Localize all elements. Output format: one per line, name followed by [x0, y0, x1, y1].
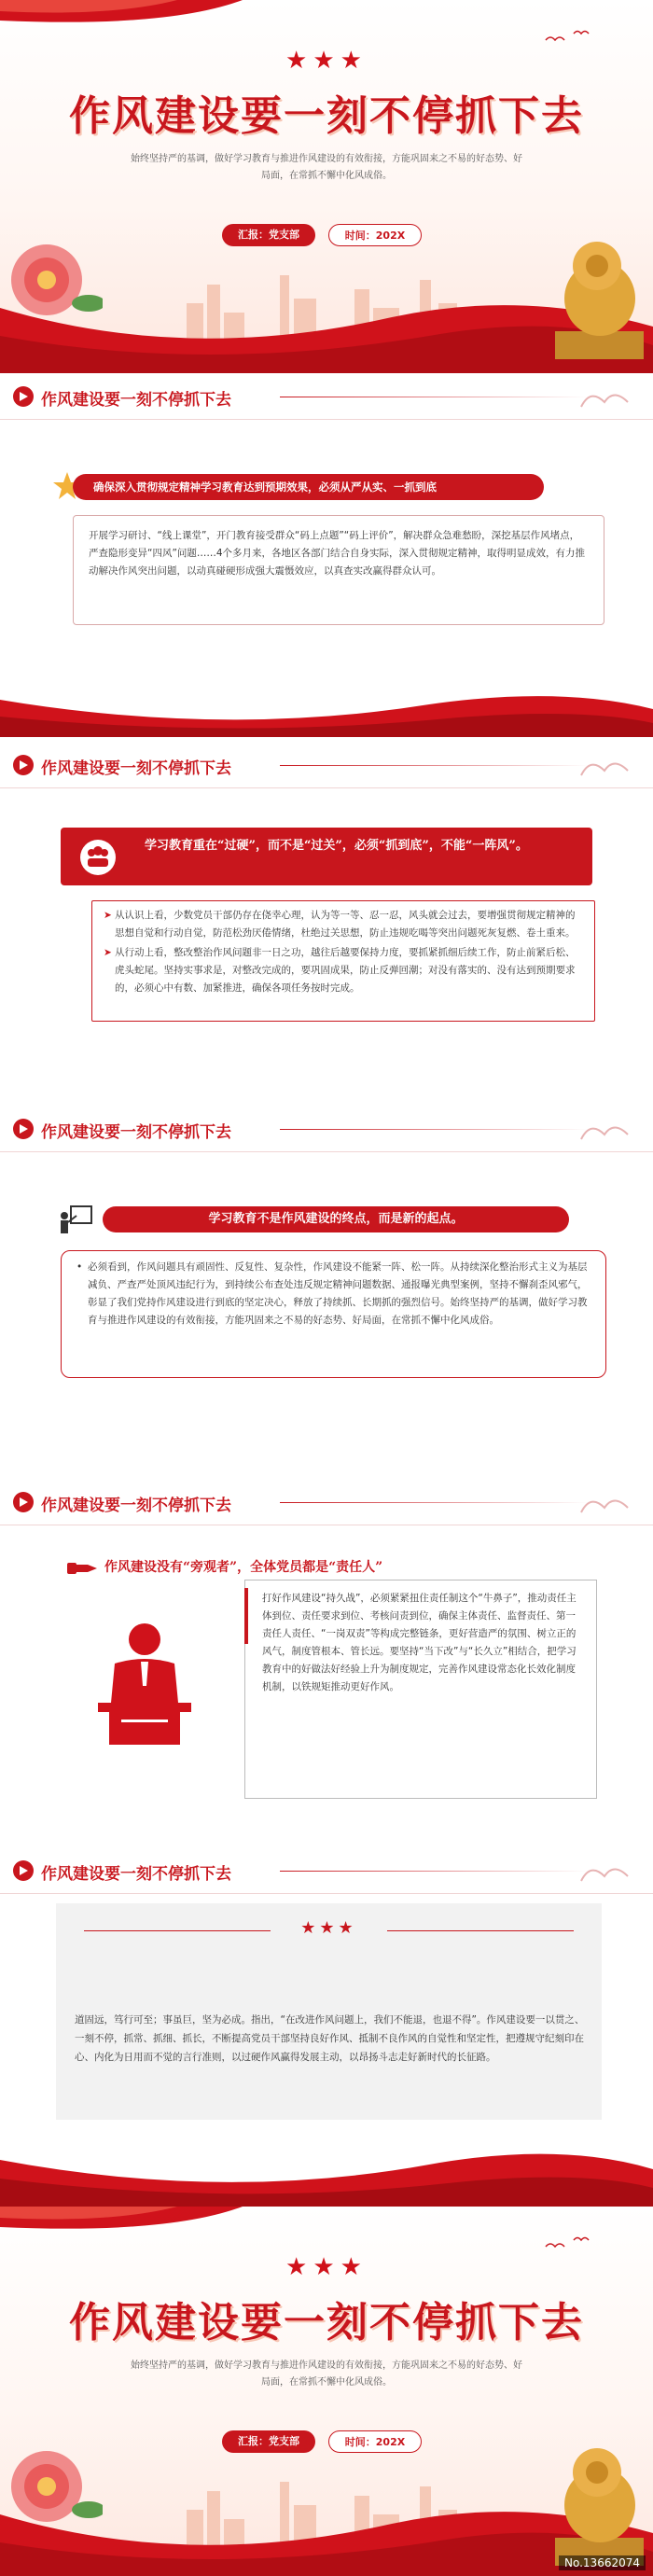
- section-header: [0, 1479, 653, 1525]
- stone-lion-icon: [546, 224, 648, 364]
- cloud-pattern-icon: [577, 1853, 642, 1890]
- cover-title: 作风建设要一刻不停抓下去: [69, 2299, 584, 2346]
- cloud-pattern-icon: [577, 1484, 642, 1522]
- slide5-body: 道固远，笃行可至；事虽巨，坚为必成。指出，“在改进作风问题上，我们不能退，也退不得”。作风建设要一以贯之、一刻不停，抓常、抓细、抓长，不断提高党员干部坚持良好作风、抵制不良作风的自觉性和坚定性，把遵规守纪刻印在心、内化为日用而不觉的言行准则，以过硬作风赢得发展主动，以昂扬斗志走好新时代的长征路。: [75, 2014, 585, 2063]
- section-title: 作风建设要一刻不停抓下去: [41, 391, 231, 410]
- cover-stars: ★★★: [285, 47, 368, 75]
- slide3-banner: 学习教育不是作风建设的终点，而是新的起点。: [103, 1206, 569, 1232]
- play-arrow-icon: [13, 1860, 34, 1881]
- slide2-banner-text: 学习教育重在“过硬”，而不是“过关”，必须“抓到底”，不能“一阵风”。: [145, 839, 528, 853]
- pointing-hand-icon: [65, 1559, 101, 1578]
- cover-time: 时间：202X: [328, 224, 422, 246]
- play-arrow-icon: [13, 755, 34, 775]
- slide1-banner: 确保深入贯彻规定精神学习教育达到预期效果，必须从严从实、一抓到底: [73, 474, 544, 500]
- slide5-stars: ★★★: [300, 1918, 357, 1938]
- content-slide-1: [0, 373, 653, 737]
- play-arrow-icon: [13, 1119, 34, 1139]
- cloud-pattern-icon: [577, 747, 642, 785]
- content-slide-2: [0, 742, 653, 1106]
- slide3-point-text: 必须看到，作风问题具有顽固性、反复性、复杂性，作风建设不能紧一阵、松一阵。从持续深化整治形式主义为基层减负、严查严处顶风违纪行为，到持续公布查处违反规定精神问题数据、通报曝光典型案例，坚持不懈刹歪风邪气，彰显了我们党持作风建设进行到底的坚定决心，释放了持续抓、长期抓的强烈信号。始终坚持严的基调，做好学习教育与推进作风建设的有效衔接，方能巩固来之不易的好态势、好局面，在常抓不懈中化风成俗。: [88, 1261, 588, 1326]
- content-slide-5: [0, 1847, 653, 2207]
- section-header: [0, 742, 653, 788]
- header-rule: [280, 1129, 588, 1130]
- section-title: 作风建设要一刻不停抓下去: [41, 759, 231, 778]
- slide3-point: [76, 1259, 590, 1330]
- cover-subtitle: 始终坚持严的基调，做好学习教育与推进作风建设的有效衔接，方能巩固来之不易的好态势、好局面，在常抓不懈中化风成俗。: [131, 2360, 522, 2388]
- content-slide-4: [0, 1479, 653, 1847]
- bullet-dot-icon: •: [76, 1261, 83, 1273]
- slide4-body: [244, 1580, 597, 1799]
- cover-time: 时间：202X: [328, 2430, 422, 2453]
- section-title: 作风建设要一刻不停抓下去: [41, 1865, 231, 1884]
- slide2-point-1: [104, 907, 583, 942]
- stone-lion-icon: [546, 2430, 648, 2570]
- cover-slide-top: [0, 0, 653, 373]
- header-rule: [280, 765, 588, 766]
- slide2-body: [91, 900, 595, 1022]
- slide4-body-text: 打好作风建设“持久战”，必须紧紧扭住责任制这个“牛鼻子”，推动责任主体到位、责任要求到位、考核问责到位，确保主体责任、监督责任、第一责任人责任、“一岗双责”等构成完整链条，更好营造严的氛围、树立正的风气，制度管根本、管长远。要坚持“当下改”与“长久立”相结合，把学习教育中的好做法好经验上升为制度规定，完善作风建设常态化长效化制度机制，以铁规矩推动更好作风。: [262, 1593, 577, 1692]
- slide5-rule-right: [387, 1930, 574, 1931]
- content-slide-3: [0, 1106, 653, 1474]
- group-people-icon: [79, 839, 117, 876]
- section-title: 作风建设要一刻不停抓下去: [41, 1497, 231, 1515]
- section-header: [0, 1847, 653, 1894]
- section-header: [0, 373, 653, 420]
- teacher-board-icon: [58, 1204, 93, 1236]
- slide3-body: [61, 1250, 606, 1378]
- arrow-bullet-icon: ➤: [104, 910, 112, 921]
- cover-slide-bottom: [0, 2207, 653, 2576]
- section-header: [0, 1106, 653, 1152]
- slide5-panel: [56, 1903, 602, 2120]
- play-arrow-icon: [13, 1492, 34, 1512]
- slide5-bottom-wave: [0, 2137, 653, 2207]
- cover-title: 作风建设要一刻不停抓下去: [69, 92, 584, 140]
- slide1-bottom-wave: [0, 681, 653, 737]
- cover-stars: ★★★: [285, 2253, 368, 2281]
- slide4-accent-bar: [244, 1588, 248, 1644]
- header-rule: [280, 1502, 588, 1503]
- peony-flower-icon: [0, 224, 103, 327]
- section-title: 作风建设要一刻不停抓下去: [41, 1123, 231, 1142]
- play-arrow-icon: [13, 386, 34, 407]
- slide2-point-2-text: 从行动上看，整改整治作风问题非一日之功，越往后越要保持力度，要抓紧抓细后续工作，防止前紧后松、虎头蛇尾。坚持实事求是，对整改完成的，要巩固成果，防止反弹回潮；对没有落实的、没有达到预期要求的，必须心中有数、加紧推进，确保各项任务按时完成。: [115, 947, 576, 994]
- peony-flower-icon: [0, 2430, 103, 2533]
- slide2-point-1-text: 从认识上看，少数党员干部仍存在侥幸心理，认为等一等、忍一忍，风头就会过去，要增强贯彻规定精神的思想自觉和行动自觉，防范松劲厌倦情绪，杜绝过关思想，防止违规吃喝等突出问题死灰复燃、卷土重来。: [115, 910, 576, 939]
- header-rule: [280, 1871, 588, 1872]
- slide1-body: 开展学习研讨、“线上课堂”，开门教育接受群众“码上点题”“码上评价”，解决群众急难愁盼，深挖基层作风堵点，严查隐形变异“四风”问题……4个多月来，各地区各部门结合自身实际，深入贯彻规定精神，取得明显成效，有力推动解决作风突出问题，以动真碰硬形成强大震慑效应，以真查实改赢得群众认可。: [73, 515, 604, 625]
- cover-reporter: 汇报：党支部: [222, 2430, 315, 2453]
- cloud-pattern-icon: [577, 379, 642, 416]
- cloud-pattern-icon: [577, 1111, 642, 1149]
- cover-subtitle: 始终坚持严的基调，做好学习教育与推进作风建设的有效衔接，方能巩固来之不易的好态势、好局面，在常抓不懈中化风成俗。: [131, 154, 522, 181]
- watermark-id: No.13662074: [559, 2555, 646, 2570]
- slide4-heading: 作风建设没有“旁观者”，全体党员都是“责任人”: [104, 1560, 383, 1575]
- slide2-point-2: [104, 944, 583, 997]
- speaker-at-podium-icon: [89, 1619, 201, 1745]
- cover-reporter: 汇报：党支部: [222, 224, 315, 246]
- slide2-banner: [61, 828, 592, 885]
- arrow-bullet-icon: ➤: [104, 947, 112, 958]
